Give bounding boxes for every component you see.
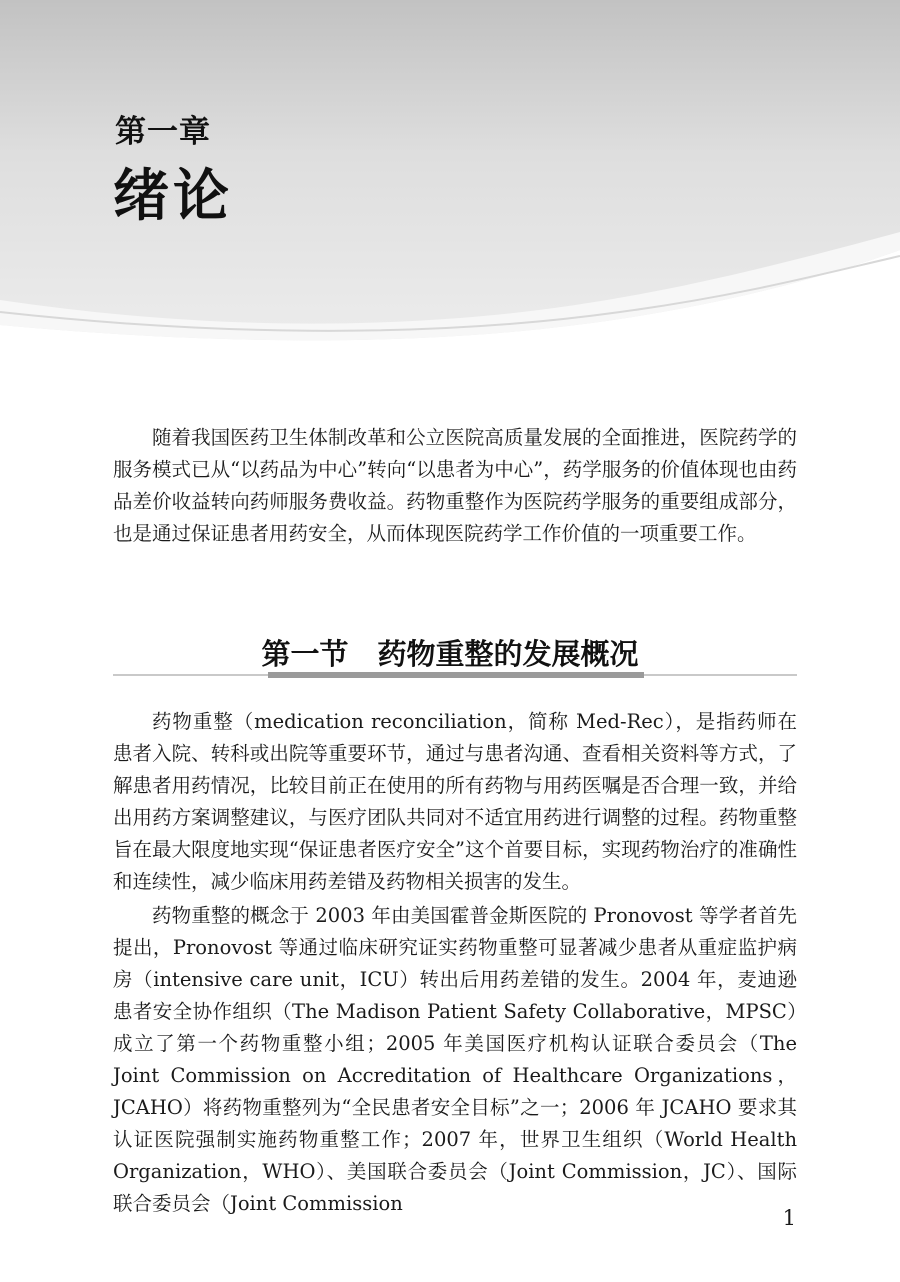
section-underline-accent <box>268 672 644 678</box>
page-number: 1 <box>782 1206 796 1230</box>
body-paragraph-2: 药物重整的概念于 2003 年由美国霍普金斯医院的 Pronovost 等学者首先提出，Pronovost 等通过临床研究证实药物重整可显著减少患者从重症监护病房（intensive care unit，ICU）转出后用药差错的发生。2004 年，麦迪逊患者安全协作组织（The Madison Patient Safety Collaborative，MPSC）成立了第一个药物重整小组；2005 年美国医疗机构认证联合委员会（The Joint Commission on Accreditation of Healthcare Organizations，JCAHO）将药物重整列为“全民患者安全目标”之一；2006 年 JCAHO 要求其认证医院强制实施药物重整工作；2007 年，世界卫生组织（World Health Organization，WHO）、美国联合委员会（Joint Commission，JC）、国际联合委员会（Joint Commission <box>113 904 797 1215</box>
section-heading: 第一节 药物重整的发展概况 <box>261 637 639 671</box>
body-paragraph-1: 药物重整（medication reconciliation，简称 Med-Rec），是指药师在患者入院、转科或出院等重要环节，通过与患者沟通、查看相关资料等方式，了解患者用药情况，比较目前正在使用的所有药物与用药医嘱是否合理一致，并给出用药方案调整建议，与医疗团队共同对不适宜用药进行调整的过程。药物重整旨在最大限度地实现“保证患者医疗安全”这个首要目标，实现药物治疗的准确性和连续性，减少临床用药差错及药物相关损害的发生。 <box>113 710 797 893</box>
chapter-label: 第一章 <box>115 114 211 150</box>
intro-paragraph: 随着我国医药卫生体制改革和公立医院高质量发展的全面推进，医院药学的服务模式已从“以药品为中心”转向“以患者为中心”，药学服务的价值体现也由药品差价收益转向药师服务费收益。药物重整作为医院药学服务的重要组成部分，也是通过保证患者用药安全，从而体现医院药学工作价值的一项重要工作。 <box>113 426 797 545</box>
chapter-title: 绪论 <box>113 164 233 229</box>
